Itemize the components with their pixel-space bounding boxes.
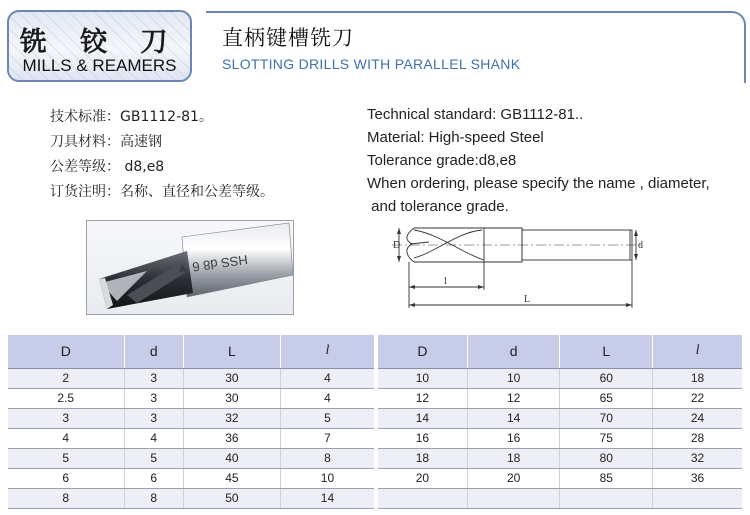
table-cell: 28 bbox=[653, 428, 742, 448]
table-row bbox=[378, 428, 742, 448]
spec-ordering-cn: 订货注明：名称、直径和公差等级。 bbox=[50, 184, 274, 200]
table-cell: 80 bbox=[560, 448, 653, 468]
table-cell: 18 bbox=[467, 448, 560, 468]
table-cell: 45 bbox=[183, 468, 280, 488]
dimension-table-left bbox=[8, 335, 374, 509]
spec-ordering-en-cont: and tolerance grade. bbox=[367, 198, 509, 215]
table-cell: 18 bbox=[653, 368, 742, 388]
table-cell: 75 bbox=[560, 428, 653, 448]
table-cell bbox=[653, 488, 742, 508]
col-header-d: d bbox=[467, 335, 560, 368]
spec-tolerance-en: Tolerance grade:d8,e8 bbox=[367, 152, 517, 169]
table-cell: 20 bbox=[378, 468, 467, 488]
table-cell: 14 bbox=[280, 488, 374, 508]
table-cell: 3 bbox=[8, 408, 124, 428]
col-header-l: l bbox=[653, 335, 742, 368]
spec-tolerance-cn: 公差等级： d8,e8 bbox=[50, 159, 165, 175]
table-cell: 30 bbox=[183, 388, 280, 408]
section-title-en: MILLS & REAMERS bbox=[22, 56, 177, 75]
catalog-section-badge bbox=[7, 10, 192, 82]
table-cell: 3 bbox=[124, 388, 183, 408]
dim-label-L: L bbox=[524, 294, 531, 305]
table-cell: 5 bbox=[124, 448, 183, 468]
table-row bbox=[378, 388, 742, 408]
table-cell: 10 bbox=[378, 368, 467, 388]
shank-marking: HSS d8 6 ▼ bbox=[175, 252, 249, 277]
table-cell: 20 bbox=[467, 468, 560, 488]
table-row bbox=[8, 368, 374, 388]
table-row bbox=[378, 408, 742, 428]
table-cell: 3 bbox=[124, 368, 183, 388]
table-cell: 4 bbox=[8, 428, 124, 448]
table-cell: 4 bbox=[280, 388, 374, 408]
table-cell: 12 bbox=[378, 388, 467, 408]
col-header-l: l bbox=[280, 335, 374, 368]
table-cell: 6 bbox=[124, 468, 183, 488]
table-cell: 32 bbox=[183, 408, 280, 428]
product-title-cn: 直柄键槽铣刀 bbox=[222, 26, 354, 50]
table-cell: 70 bbox=[560, 408, 653, 428]
spec-material-en: Material: High-speed Steel bbox=[367, 129, 544, 146]
table-cell: 22 bbox=[653, 388, 742, 408]
table-row bbox=[8, 408, 374, 428]
table-cell: 24 bbox=[653, 408, 742, 428]
technical-drawing bbox=[384, 222, 642, 318]
col-header-L: L bbox=[560, 335, 653, 368]
table-cell: 8 bbox=[124, 488, 183, 508]
table-cell: 3 bbox=[124, 408, 183, 428]
table-cell: 65 bbox=[560, 388, 653, 408]
dimension-table-right bbox=[378, 335, 742, 509]
table-cell: 50 bbox=[183, 488, 280, 508]
table-cell: 5 bbox=[8, 448, 124, 468]
spec-material-cn: 刀具材料：高速钢 bbox=[50, 134, 162, 150]
table-row bbox=[8, 428, 374, 448]
table-cell: 10 bbox=[467, 368, 560, 388]
table-cell: 8 bbox=[8, 488, 124, 508]
table-cell bbox=[378, 488, 467, 508]
col-header-D: D bbox=[378, 335, 467, 368]
table-cell: 14 bbox=[378, 408, 467, 428]
slotting-drill-image bbox=[87, 221, 293, 314]
table-cell: 40 bbox=[183, 448, 280, 468]
table-cell: 4 bbox=[124, 428, 183, 448]
table-row bbox=[378, 368, 742, 388]
table-row bbox=[8, 488, 374, 508]
table-cell: 10 bbox=[280, 468, 374, 488]
table-row bbox=[378, 468, 742, 488]
section-title-cn: 铣 铰 刀 bbox=[19, 27, 180, 58]
table-cell: 85 bbox=[560, 468, 653, 488]
table-row bbox=[378, 448, 742, 468]
spec-ordering-en: When ordering, please specify the name , diameter, bbox=[367, 175, 710, 192]
table-cell bbox=[467, 488, 560, 508]
table-row bbox=[378, 488, 742, 508]
table-row bbox=[8, 448, 374, 468]
table-cell: 5 bbox=[280, 408, 374, 428]
table-cell: 36 bbox=[183, 428, 280, 448]
dim-label-D: D bbox=[393, 240, 401, 251]
table-cell: 4 bbox=[280, 368, 374, 388]
table-cell: 18 bbox=[378, 448, 467, 468]
table-cell: 8 bbox=[280, 448, 374, 468]
table-header-row bbox=[8, 335, 374, 368]
table-cell: 2.5 bbox=[8, 388, 124, 408]
spec-standard-en: Technical standard: GB1112-81.. bbox=[367, 106, 584, 123]
table-cell: 60 bbox=[560, 368, 653, 388]
table-cell: 16 bbox=[467, 428, 560, 448]
table-cell: 16 bbox=[378, 428, 467, 448]
table-cell: 30 bbox=[183, 368, 280, 388]
table-row bbox=[8, 468, 374, 488]
table-cell: 7 bbox=[280, 428, 374, 448]
dim-label-d: d bbox=[638, 240, 643, 251]
table-cell: 6 bbox=[8, 468, 124, 488]
table-cell: 2 bbox=[8, 368, 124, 388]
table-row bbox=[8, 388, 374, 408]
product-title-en: SLOTTING DRILLS WITH PARALLEL SHANK bbox=[222, 56, 521, 72]
table-header-row bbox=[378, 335, 742, 368]
table-cell: 12 bbox=[467, 388, 560, 408]
dim-label-l: l bbox=[444, 276, 447, 287]
table-cell: 36 bbox=[653, 468, 742, 488]
product-photo bbox=[86, 220, 294, 315]
table-cell: 14 bbox=[467, 408, 560, 428]
table-cell bbox=[560, 488, 653, 508]
col-header-L: L bbox=[183, 335, 280, 368]
table-cell: 32 bbox=[653, 448, 742, 468]
col-header-d: d bbox=[124, 335, 183, 368]
col-header-D: D bbox=[8, 335, 124, 368]
spec-standard-cn: 技术标准：GB1112-81。 bbox=[50, 109, 213, 125]
